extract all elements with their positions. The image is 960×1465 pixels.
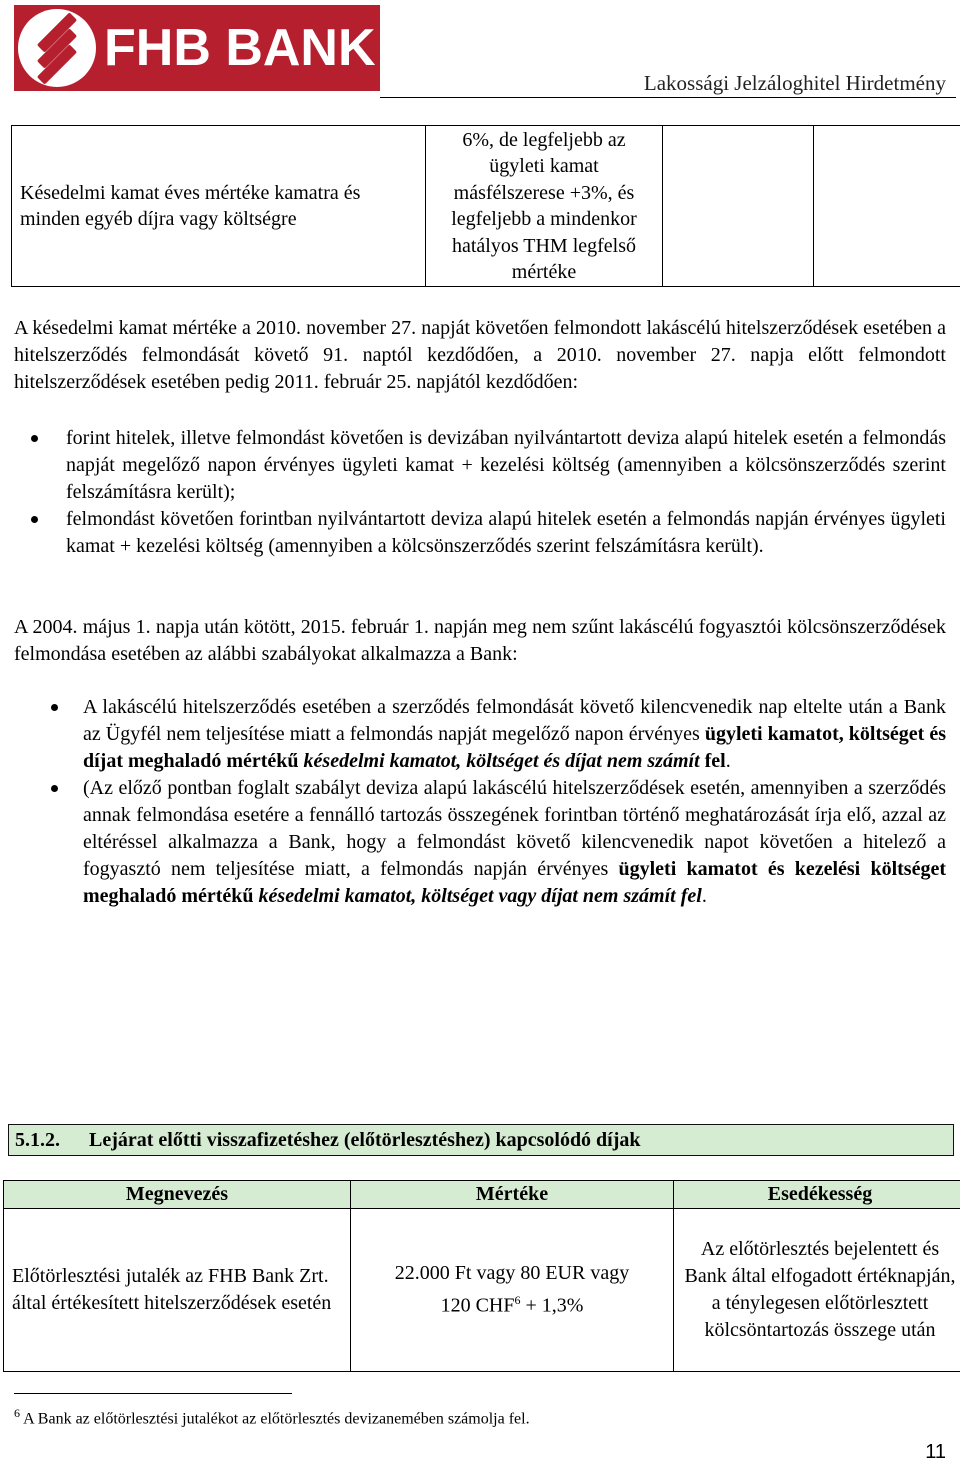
late-interest-table	[11, 125, 960, 287]
table-row	[12, 126, 960, 287]
late-interest-paragraph: A késedelmi kamat mértéke a 2010. november 27. napját követően felmondott lakáscélú hitelszerződések esetében a hitelszerződés felmondását követő 91. naptól kezdődően, a 2010. november 27. napja előtt felmondott hitelszerződések esetében pedig 2011. február 25. napjától kezdődően:	[14, 317, 946, 393]
bullet-icon	[51, 785, 58, 792]
logo-text: FHB BANK	[104, 19, 376, 77]
column-header-due: Esedékesség	[674, 1181, 960, 1209]
late-interest-label: Késedelmi kamat éves mértéke kamatra és minden egyéb díjra vagy költségre	[12, 126, 426, 287]
bullet-icon	[31, 516, 38, 523]
table-row	[4, 1209, 960, 1372]
empty-cell	[814, 126, 960, 287]
prepayment-fee-table	[3, 1180, 960, 1372]
late-interest-bullets	[66, 425, 946, 560]
list-item: (Az előző pontban foglalt szabályt deviza alapú lakáscélú hitelszerződések esetén, amennyiben a szerződés annak felmondása esetére a fennálló tartozás összegének forintban történő meghatározását írja elő, azzal az eltéréssel alkalmazza a Bank, hogy a felmondást követő kilencvenedik napot követően a hitelező a fogyasztó nem teljesítése miatt, a felmondás napján érvényes ügyleti kamatot és kezelési költséget meghaladó mértékű késedelmi kamatot, költséget vagy díjat nem számít fel.	[83, 775, 946, 910]
logo-mark-icon	[18, 9, 96, 87]
section-number: 5.1.2.	[15, 1128, 60, 1151]
late-interest-value: 6%, de legfeljebb az ügyleti kamat másfélszerese +3%, és legfeljebb a mindenkor hatályos THM legfelső mértéke	[426, 126, 663, 287]
fee-due-cell: Az előtörlesztés bejelentett és Bank által elfogadott értéknapján, a ténylegesen előtörlesztett kölcsöntartozás összege után	[674, 1209, 960, 1372]
table-header-row	[4, 1181, 960, 1209]
fee-amount-cell: 22.000 Ft vagy 80 EUR vagy 120 $CHF^6 + 1,3\%$	[351, 1209, 674, 1372]
termination-rules-bullets	[83, 694, 946, 910]
list-item: felmondást követően forintban nyilvántartott deviza alapú hitelek esetén a felmondás napján érvényes ügyleti kamat + kezelési költség (amennyiben a kölcsönszerződés szerint felszámításra került).	[66, 506, 946, 560]
termination-rules-paragraph: A 2004. május 1. napja után kötött, 2015. február 1. napján meg nem szűnt lakáscélú fogyasztói kölcsönszerződések felmondása esetében az alábbi szabályokat alkalmazza a Bank:	[14, 616, 946, 665]
bullet-icon	[31, 435, 38, 442]
column-header-amount: Mértéke	[351, 1181, 674, 1209]
page-number: 11	[925, 1441, 946, 1463]
list-item: A lakáscélú hitelszerződés esetében a szerződés felmondását követő kilencvenedik nap eltelte után a Bank az Ügyfél nem teljesítése miatt a felmondás napját megelőző napon érvényes ügyleti kamatot, költséget és díjat meghaladó mértékű késedelmi kamatot, költséget és díjat nem számít fel.	[83, 694, 946, 775]
footnote-mark: 6	[14, 1406, 20, 1420]
bullet-icon	[51, 704, 58, 711]
fee-name-cell: Előtörlesztési jutalék az FHB Bank Zrt. által értékesített hitelszerződések esetén	[4, 1209, 351, 1372]
header-divider	[380, 97, 956, 98]
footnote: $^6$ A Bank az előtörlesztési jutalékot az előtörlesztés devizanemében számolja fel.	[14, 1406, 530, 1428]
section-heading	[8, 1124, 954, 1156]
document-title: Lakossági Jelzáloghitel Hirdetmény	[643, 71, 946, 95]
footnote-divider	[14, 1393, 292, 1394]
fhb-bank-logo	[14, 5, 380, 91]
section-title: Lejárat előtti visszafizetéshez (előtörlesztéshez) kapcsolódó díjak	[89, 1128, 641, 1151]
column-header-name: Megnevezés	[4, 1181, 351, 1209]
empty-cell	[663, 126, 814, 287]
footnote-reference: 6	[514, 1293, 521, 1308]
list-item: forint hitelek, illetve felmondást követően is devizában nyilvántartott deviza alapú hitelek esetén a felmondás napját megelőző napon érvényes ügyleti kamat + kezelési költség (amennyiben a kölcsönszerződés szerint felszámításra került);	[66, 425, 946, 506]
